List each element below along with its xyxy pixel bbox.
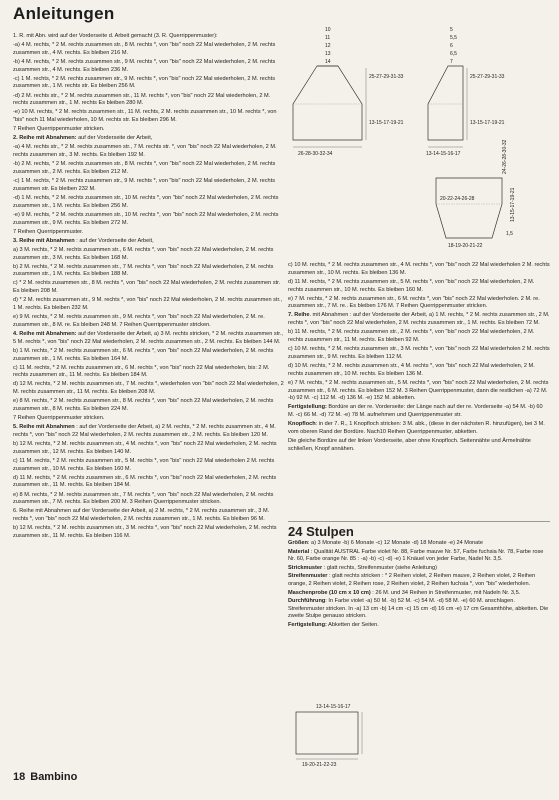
paragraph-text: : In Farbe violet -a) 50 M. -b) 52 M. -c) 54 M. -d) 58 M. -e) 60 M. anschlagen. Streifenmuster stricken. In -a) 13 cm -b) 14 cm -c) 15 cm -d) 16 cm -e) 17 cm Gesamthöhe, abketten. Die zweite Stulpe genauso stricken. [288, 598, 549, 620]
front-top-label: 14 [325, 59, 331, 65]
paragraph-text: : glatt rechts stricken : * 2 Reihen violet, 2 Reihen mauve, 2 Reihen violet, 2 Reihen orange, 2 Reihen violet, 2 Reihen rose, 2 Reihen violet, 2 Reihen fuchsia *, von "bis" wiederholen. [288, 573, 536, 587]
instruction-paragraph [13, 508, 285, 523]
instruction-paragraph [288, 404, 550, 419]
front-top-label: 12 [325, 43, 331, 49]
instruction-paragraph [13, 331, 285, 346]
instructions-left-column [13, 33, 285, 542]
paragraph-text: 1. R. mit Abn. wird auf der Vorderseite d. Arbeit gemacht (3. R. Querrippenmuster): [13, 33, 218, 39]
paragraph-text: b) 11 M. rechts, * 2 M. rechts zusammen str., 2 M. rechts *, von "bis" noch 22 Mal wiederholen, 2 M. rechts zusammen str., 11 M. rechts. Es bleiben 92 M. [288, 329, 535, 344]
paragraph-text: : a) 3 Monate -b) 6 Monate -c) 12 Monate -d) 18 Monate -e) 24 Monate [307, 540, 483, 546]
instruction-paragraph [13, 458, 285, 473]
instruction-paragraph [13, 297, 285, 312]
stulpen-paragraph [288, 622, 550, 630]
instruction-paragraph [13, 381, 285, 396]
instruction-paragraph [13, 59, 285, 74]
paragraph-text: b) 1 M. rechts, * 2 M. rechts zusammen str., 6 M. rechts *, von "bis" noch 22 Mal wiederholen, 2 M. rechts zusammen str., 1 M. rechts. Es bleiben 164 M. [13, 347, 274, 362]
stulpen-paragraph [288, 598, 550, 621]
instruction-paragraph [13, 492, 285, 507]
instruction-paragraph [13, 161, 285, 176]
instruction-paragraph [13, 525, 285, 540]
paragraph-heading: Größen [288, 540, 308, 546]
paragraph-text: : in der 7. R., 1 Knopfloch stricken: 3 M. abk., (diese in der nächsten R. hinzufügen), bei 3 M. vom oberen Rand der Bordüre. Nach10 Reihen Querrippenmuster, abketten. [288, 421, 545, 435]
back-bottom-label: 13-14-15-16-17 [426, 151, 461, 157]
paragraph-text: c) 11 M. rechts, * 2 M. rechts zusammen str., 6 M. rechts *, von "bis" noch 22 Mal wiederholen, bis: 2 M. rechts zusammen str., 11 M. rechts. Es bleiben 184 M. [13, 364, 270, 379]
paragraph-text: d) 12 M. rechts, * 2 M. rechts zusammen str., 7 M. rechts *, wiederholen von "bis" noch 22 Mal wiederholen, 2 M. rechts zusammen str., 11 M. rechts. Es bleiben 208 M. [13, 381, 284, 396]
paragraph-text: a) 3 M. rechts, * 2 M. rechts zusammen str., 6 M. rechts *, von "bis" noch 22 Mal wiederholen, 2 M. rechts zusammen str., 3 M. rechts. Es bleiben 168 M. [13, 246, 274, 261]
paragraph-heading: Material [288, 548, 310, 555]
paragraph-heading: Fertigstellung: [288, 621, 327, 628]
instruction-paragraph [13, 93, 285, 108]
back-top-label: 6,5 [450, 51, 457, 57]
paragraph-text: c) * 2 M. rechts zusammen str., 8 M. rechts *, von "bis" noch 22 Mal wiederholen, 2 M. rechts zusammen str. Es bleiben 208 M. [13, 280, 281, 295]
paragraph-text: d) 11 M. rechts, * 2 M. rechts zusammen str., 5 M. rechts *, von "bis" noch 22 Mal wiederholen, 2 M. rechts zusammen str., 10 M. rechts. Es bleiben 160 M. [288, 278, 535, 293]
paragraph-text: b) 12 M. rechts, * 2 M. rechts zusammen str., 4 M. rechts *, von "bis" noch 22 Mal wiederholen, 2 M. rechts zusammen str., 12 M. rechts. Es bleiben 140 M. [13, 441, 277, 455]
stulpen-bottom-label: 19-20-21-22-23 [302, 762, 337, 768]
paragraph-text: -b) 4 M. rechts, * 2 M. rechts zusammen str., 9 M. rechts *, von "bis" noch 22 Mal wiederholen, 2 M. rechts zusammen str., 4 M. rechts. Es bleiben 236 M. [13, 58, 276, 73]
instruction-paragraph [13, 348, 285, 363]
paragraph-text: -c) 1 M. rechts, * 2 M. rechts zusammen str., 9 M. rechts *, von "bis" noch 22 Mal wiederholen, 2 M. rechts zusammen str., 1 M. rechts str. Es bleiben 256 M. [13, 75, 275, 90]
paragraph-heading: Strickmuster [288, 564, 323, 571]
paragraph-text: -e) 9 M. rechts, * 2 M. rechts zusammen str., 10 M. rechts *, von "bis" noch 22 Mal wiederholen, 2 M. rechts zusammen str., 9 M. rechts. Es bleiben 272 M. [13, 211, 279, 226]
stulpen-svg [288, 700, 408, 770]
instruction-paragraph [13, 264, 285, 279]
magazine-brand: Bambino [30, 771, 78, 783]
paragraph-text: Die gleiche Bordüre auf der linken Vorderseite, aber ohne Knopfloch. Seitennähte und Ärmelnähte schließen, Knopf annähen. [288, 438, 531, 452]
paragraph-text: : auf der Vorderseite der Arbeit, a) 2 M. rechts, * 2 M. rechts zusammen str., 4 M. rechts *, von "bis" noch 22 Mal wiederholen, 2 M. rechts zusammen str., 2 M. rechts. Es bleiben 120 M. [13, 424, 276, 438]
paragraph-heading: Knopfloch [288, 421, 316, 428]
front-top-label: 10 [325, 27, 331, 33]
paragraph-text: : Qualität AUSTRAL Farbe violet Nr. 88, Farbe mauve Nr. 57, Farbe fuchsia Nr. 78, Farbe rose Nr. 60, Farbe orange Nr. 85 : -a) -b) -c) -d) -e) 1 Knäuel von jeder Farbe, Nadel Nr. 3,5. [288, 548, 544, 563]
instruction-paragraph [288, 279, 550, 294]
paragraph-text: -b) 2 M. rechts, * 2 M. rechts zusammen str., 8 M. rechts *, von "bis" noch 22 Mal wiederholen, 2 M. rechts zusammen str., 2 M. rechts. Es bleiben 212 M. [13, 161, 276, 176]
stulpen-paragraph [288, 549, 550, 564]
instructions-right-column [288, 262, 550, 455]
section-number: 24 [288, 524, 303, 539]
instruction-paragraph [288, 329, 550, 344]
instruction-paragraph [288, 380, 550, 403]
stulpen-diagram [288, 700, 408, 770]
stulpen-instructions [288, 540, 550, 630]
instruction-paragraph [288, 262, 550, 277]
instruction-paragraph [288, 346, 550, 361]
back-top-label: 7 [450, 59, 453, 65]
paragraph-text: -c) 1 M. rechts, * 2 M. rechts zusammen str., 9 M. rechts *, von "bis" noch 22 Mal wiederholen, 2 M. rechts zusammen str. Es bleiben 232 M. [13, 178, 275, 192]
page-title: Anleitungen [13, 4, 115, 23]
instruction-paragraph [288, 421, 550, 436]
paragraph-text: c) 10 M. rechts, * 2 M. rechts zusammen str., 4 M. rechts *, von "bis" noch 22 Mal wiederholen 2 M. rechts zusammen str., 10 M. rechts. Es bleiben 136 M. [288, 262, 550, 276]
back-side-label: 25-27-29-31-33 [470, 74, 505, 80]
paragraph-text: -e) 10 M. rechts, * 2 M. rechts zusammen str., 11 M. rechts, 2 M. rechts zusammen str., 10 M. rechts *, von "bis" noch 11 Mal wiederholen, 10 M. rechts str. Es bleiben 296 M. [13, 109, 277, 124]
paragraph-text: e) 8 M. rechts, * 2 M. rechts zusammen str., 8 M. rechts *, von "bis" noch 22 Mal wiederholen, 2 M. rechts zusammen str., 8 M. rechts. Es bleiben 224 M. [13, 398, 274, 412]
instruction-paragraph [13, 212, 285, 227]
paragraph-text: b) 2 M. rechts, * 2 M. rechts zusammen str., 7 M. rechts *, von "bis" noch 22 Mal wiederholen, 2 M. rechts zusammen str., 1 M. rechts. Es bleiben 188 M. [13, 263, 274, 278]
paragraph-heading: Durchführung [288, 598, 326, 605]
instruction-paragraph [13, 365, 285, 380]
sleeve-cuff-label: 1,5 [506, 231, 513, 237]
paragraph-text: c) 11 M. rechts, * 2 M. rechts zusammen str., 5 M. rechts *, von "bis" noch 22 Mal wiederholen 2 M. rechts zusammen str., 10 M. rechts. Es bleiben 160 M. [13, 457, 275, 472]
instruction-paragraph [13, 280, 285, 295]
pattern-diagrams [288, 22, 550, 260]
paragraph-text: d) 11 M. rechts, * 2 M. rechts zusammen str., 6 M. rechts *, von "bis" noch 22 Mal wiederholen, 2 M. rechts zusammen str., 11 M. rechts. Es bleiben 184 M. [13, 474, 277, 489]
paragraph-text: : glatt rechts, Streifenmuster (siehe Anleitung) [322, 564, 437, 571]
instruction-paragraph [13, 415, 285, 423]
sleeve-top-label: 24-26-28-30-32 [502, 139, 508, 174]
paragraph-text: : auf der Vorderseite der Arbeit, [74, 237, 154, 244]
instruction-paragraph [13, 126, 285, 134]
paragraph-text: Bordüre an der re. Vorderseite: der Länge nach auf der re. Vorderseite -a) 54 M. -b) 60 M. -c) 66 M. -d) 72 M. -e) 78 M. aufnehmen und Querrippenmuster str. [288, 404, 543, 419]
stulpen-side-label: 13-14-15-16-17 [316, 704, 351, 710]
paragraph-text: -d) 1 M. rechts, * 2 M. rechts zusammen str., 10 M. rechts *, von "bis" noch 22 Mal wiederholen, 2 M. rechts zusammen str., 1 M. rechts. Es bleiben 256 M. [13, 194, 279, 209]
paragraph-heading: 5. Reihe mit Abnahmen [13, 424, 75, 431]
instruction-paragraph [13, 42, 285, 57]
schematic-svg [288, 22, 550, 260]
paragraph-text: b) 12 M. rechts, * 2 M. rechts zusammen str., 3 M. rechts *, von "bis" noch 22 Mal wiederholen, 2 M. rechts zusammen str., 11 M. rechts. Es bleiben 116 M. [13, 525, 277, 539]
instruction-paragraph [13, 441, 285, 456]
back-top-label: 5 [450, 27, 453, 33]
paragraph-text: e) 7 M. rechts, * 2 M. rechts zusammen str., 5 M. rechts *, von "bis" noch 22 Mal wiederholen, 2 M. rechts zusammen str., 6 M. rechts. Es bleiben 152 M. 3 Reihen Querrippenmuster, dann die restlichen -a) 72 M. -b) 92 M. -c) 112 M. -d) 136 M. -e) 152 M. abketten. [288, 379, 549, 402]
front-piece-diagram [293, 27, 404, 157]
paragraph-text: auf der Vorderseite der Arbeit, [76, 135, 153, 142]
paragraph-text: e) 7 M. rechts, * 2 M. rechts zusammen str., 6 M. rechts *, von "bis" noch 22 Mal wiederholen. 2 M. re. zusammen str., 7 M. re.. Es bleiben 176 M. 7 Reihen Querrippenmuster stricken. [288, 295, 540, 310]
paragraph-heading: Maschenprobe (10 cm x 10 cm) [288, 589, 371, 596]
paragraph-heading: Fertigstellung: [288, 404, 327, 411]
sleeve-inner-label: 20-22-24-26-28 [440, 196, 475, 202]
front-top-label: 13 [325, 51, 331, 57]
paragraph-text: auf der Vorderseite der Arbeit, a) 3 M. rechts stricken, * 2 M. rechts zusammen str., 5 M. rechts *, von "bis" noch 22 Mal wiederholen, 2 M. rechts zusammen str., 2 M. rechts. Es bleiben 144 M. [13, 330, 283, 345]
back-mid-label: 13-15-17-19-21 [470, 120, 505, 126]
instruction-paragraph [288, 363, 550, 378]
back-top-label: 6 [450, 43, 453, 49]
paragraph-heading: Streifenmuster [288, 573, 328, 580]
instruction-paragraph [13, 144, 285, 159]
paragraph-heading: 3. Reihe mit Abnahmen [13, 237, 75, 244]
stulpen-paragraph [288, 565, 550, 573]
instruction-paragraph [13, 314, 285, 329]
paragraph-text: : 26 M. und 34 Reihen in Streifenmuster, mit Nadeln Nr. 3,5. [370, 589, 521, 596]
front-top-label: 11 [325, 35, 331, 41]
instruction-paragraph [13, 398, 285, 413]
paragraph-text: 7 Reihen Querrippenmuster stricken. [13, 126, 105, 133]
front-bottom-label: 26-28-30-32-34 [298, 151, 333, 157]
paragraph-text: 7 Reihen Querrippenmuster. [13, 228, 84, 235]
instruction-paragraph [288, 296, 550, 311]
paragraph-text: . mit Abnahmen : auf der Vorderseite der Arbeit, a) 1 M. rechts, * 2 M. rechts zusammen str., 2 M. rechts *, von "bis" noch 22 Mal wiederholen, 2 M. rechts zusammen str., 1 M. rechts. Es bleiben 72 M. [288, 312, 550, 327]
instruction-paragraph [13, 33, 285, 41]
paragraph-text: d) 10 M. rechts, * 2 M. rechts zusammen str., 4 M. rechts *, von "bis" noch 22 Mal wiederholen, 2 M. rechts zusammen str., 10 M. rechts. Es bleiben 136 M. [288, 362, 535, 377]
back-piece-diagram [426, 27, 505, 157]
instruction-paragraph [288, 312, 550, 327]
sleeve-side-label: 13-15-17-19-21 [510, 187, 516, 222]
paragraph-text: -a) 4 M. rechts, * 2 M. rechts zusammen str., 8 M. rechts *, von "bis" noch 22 Mal wiederholen, 2 M. rechts zusammen str., 4 M. rechts. Es bleiben 216 M. [13, 42, 276, 56]
paragraph-text: Abketten der Seiten. [326, 621, 379, 628]
instruction-paragraph [13, 424, 285, 439]
paragraph-text: d) * 2 M. rechts zusammen str., 9 M. rechts *, von "bis" noch 22 Mal wiederholen, 2 M. rechts zusammen str., 1 M. rechts. Es bleiben 232 M. [13, 297, 283, 312]
front-mid-label: 13-15-17-19-21 [369, 120, 404, 126]
instruction-paragraph [13, 475, 285, 490]
paragraph-text: c) 10 M. rechts, * 2 M. rechts zusammen str., 3 M. rechts *, von "bis" noch 22 Mal wiederholen 2 M. rechts zusammen str., 9 M. rechts. Es bleiben 112 M. [288, 346, 550, 360]
instruction-paragraph [13, 247, 285, 262]
instruction-paragraph [13, 229, 285, 237]
instruction-paragraph [13, 76, 285, 91]
stulpen-paragraph [288, 540, 550, 548]
instruction-paragraph [13, 178, 285, 193]
paragraph-text: 7 Reihen Querrippenmuster stricken. [13, 415, 105, 422]
instruction-paragraph [13, 135, 285, 143]
paragraph-text: -d) 2 M. rechts str., * 2 M. rechts zusammen str., 11 M. rechts *, von "bis" noch 22 Mal wiederholen, 2 M. rechts zusammen str., 1 M. rechts Es bleiben 280 M. [13, 92, 271, 107]
paragraph-text: -a) 4 M. rechts str., * 2 M. rechts zusammen str., 7 M. rechts str. *, von "bis" noch 22 Mal wiederholen, 2 M. rechts zusammen str., 3 M. rechts. Es bleiben 192 M. [13, 144, 277, 159]
instruction-paragraph [13, 238, 285, 246]
paragraph-heading: 4. Reihe mit Abnahmen: [13, 330, 77, 337]
sleeve-bottom-label: 18-19-20-21-22 [448, 243, 483, 249]
paragraph-text: 6. Reihe mit Abnahmen auf der Vorderseite der Arbeit, a) 2 M. rechts, * 2 M. rechts zusammen str., 3 M. rechts *, von "bis" noch 22 Mal wiederholen, 2 M. rechts zusammen str., 1 M. rechts. Es bleiben 96 M. [13, 508, 270, 523]
front-side-label: 25-27-29-31-33 [369, 74, 404, 80]
paragraph-heading: 2. Reihe mit Abnahmen: [13, 135, 77, 142]
page-number: 18 [13, 771, 26, 783]
paragraph-heading: 7. Reihe [288, 312, 310, 319]
section-heading [288, 521, 550, 539]
page-footer [13, 771, 77, 783]
stulpen-paragraph [288, 590, 550, 598]
instruction-paragraph [13, 109, 285, 124]
section-title: Stulpen [306, 524, 354, 539]
instruction-paragraph [288, 438, 550, 453]
paragraph-text: e) 8 M. rechts, * 2 M. rechts zusammen str., 7 M. rechts *, von "bis" noch 22 Mal wiederholen, 2 M. rechts zusammen str., 7 M. rechts. Es bleiben 200 M. 3 Reihen Querrippenmuster stricken. [13, 491, 274, 506]
stulpen-paragraph [288, 573, 550, 588]
back-top-label: 5,5 [450, 35, 457, 41]
instruction-paragraph [13, 195, 285, 210]
paragraph-text: e) 9 M. rechts, * 2 M. rechts zusammen str., 9 M. rechts *, von "bis" noch 22 Mal wiederholen, 2 M. re. zusammen str., 8 M. re. Es bleiben 248 M. 7 Reihen Querrippenmuster stricken. [13, 314, 265, 328]
